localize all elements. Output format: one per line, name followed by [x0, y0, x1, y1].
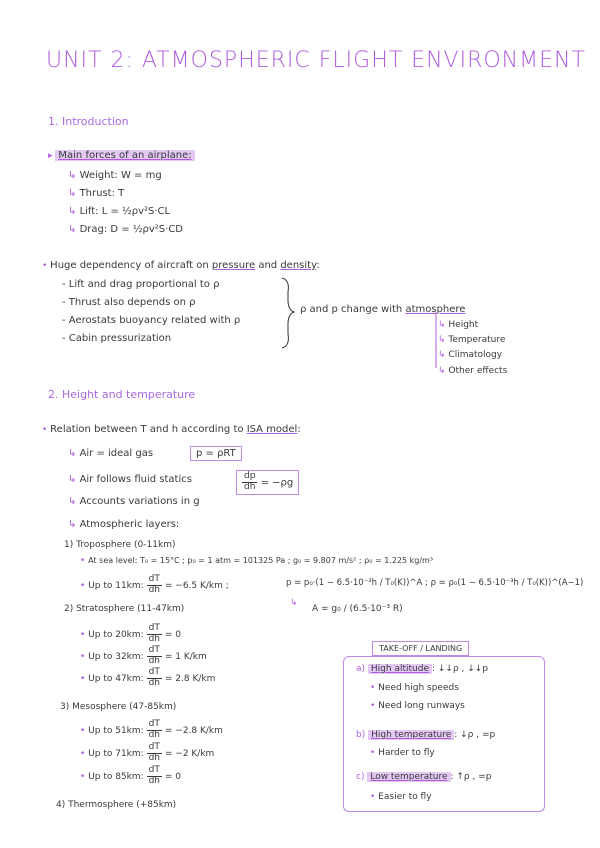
dependency-item: - Aerostats buoyancy related with ρ	[62, 315, 241, 326]
dependency-item: - Cabin pressurization	[62, 333, 172, 344]
isa-item-gas: ↳ Air = ideal gas	[68, 448, 154, 459]
takeoff-item: • Need long runways	[370, 701, 465, 711]
takeoff-landing-label: TAKE-OFF / LANDING	[372, 641, 469, 656]
section-1-heading: 1. Introduction	[48, 115, 129, 128]
pressure-density-formula: p = p₀·(1 − 6.5·10⁻³h / T₀(K))^A ; ρ = ρ₀(1 − 6.5·10⁻³h / T₀(K))^(A−1)	[286, 578, 584, 588]
section-2-heading: 2. Height and temperature	[48, 388, 196, 401]
factor-item: ↳ Height	[438, 320, 479, 330]
takeoff-item: • Easier to fly	[370, 792, 432, 802]
A-definition: A = g₀ / (6.5·10⁻³ R)	[312, 604, 403, 614]
factor-item: ↳ Other effects	[438, 366, 508, 376]
high-temperature: b) High temperature : ↓ρ , =p	[356, 730, 496, 740]
troposphere-up-to-11km: • Up to 11km: $\frac{dT}{dh}$ = −6.5 K/km ;	[80, 574, 229, 595]
stratosphere-item: • Up to 20km: $\frac{dT}{dh}$ = 0	[80, 623, 182, 644]
forces-heading: ▸ Main forces of an airplane:	[48, 150, 195, 161]
force-weight: ↳ Weight: W = mg	[68, 170, 162, 181]
change-note: ρ and p change with atmosphere	[300, 304, 466, 315]
dependency-heading: • Huge dependency of aircraft on pressure and density:	[42, 260, 320, 271]
isa-item-statics: ↳ Air follows fluid statics	[68, 474, 192, 485]
gas-equation-box: p = ρRT	[190, 446, 242, 461]
troposphere-heading: 1) Troposphere (0-11km)	[64, 540, 176, 550]
factor-item: ↳ Temperature	[438, 335, 506, 345]
stratosphere-heading: 2) Stratosphere (11-47km)	[64, 604, 185, 614]
isa-item-layers: ↳ Atmospheric layers:	[68, 519, 180, 530]
statics-equation-box: $\frac{dp}{dh}$ = −ρg	[236, 470, 299, 495]
force-lift: ↳ Lift: L = ½ρv²S·CL	[68, 206, 171, 217]
page-title: UNIT 2: ATMOSPHERIC FLIGHT ENVIRONMENT	[46, 48, 586, 73]
high-altitude: a) High altitude : ↓↓ρ , ↓↓p	[356, 664, 489, 674]
curly-brace	[282, 278, 294, 348]
sea-level-values: • At sea level: T₀ = 15°C ; p₀ = 1 atm = 101325 Pa ; g₀ = 9.807 m/s² ; ρ₀ = 1.225 kg/m³	[80, 556, 434, 566]
dependency-item: - Thrust also depends on ρ	[62, 297, 196, 308]
dependency-item: - Lift and drag proportional to ρ	[62, 279, 220, 290]
stratosphere-item: • Up to 47km: $\frac{dT}{dh}$ = 2.8 K/km	[80, 667, 216, 688]
mesosphere-item: • Up to 51km: $\frac{dT}{dh}$ = −2.8 K/km	[80, 719, 223, 740]
mesosphere-item: • Up to 71km: $\frac{dT}{dh}$ = −2 K/km	[80, 742, 215, 763]
arrow-to-A: ↳	[290, 598, 298, 608]
stratosphere-item: • Up to 32km: $\frac{dT}{dh}$ = 1 K/km	[80, 645, 207, 666]
takeoff-item: • Need high speeds	[370, 683, 459, 693]
relation-heading: • Relation between T and h according to ISA model:	[42, 424, 301, 435]
mesosphere-heading: 3) Mesosphere (47-85km)	[60, 702, 177, 712]
mesosphere-item: • Up to 85km: $\frac{dT}{dh}$ = 0	[80, 765, 182, 786]
isa-item-gravity: ↳ Accounts variations in g	[68, 496, 200, 507]
force-drag: ↳ Drag: D = ½ρv²S·CD	[68, 224, 184, 235]
force-thrust: ↳ Thrust: T	[68, 188, 125, 199]
takeoff-item: • Harder to fly	[370, 748, 435, 758]
factor-item: ↳ Climatology	[438, 350, 503, 360]
thermosphere-heading: 4) Thermosphere (+85km)	[56, 800, 177, 810]
low-temperature: c) Low temperature : ↑ρ , =p	[356, 772, 492, 782]
